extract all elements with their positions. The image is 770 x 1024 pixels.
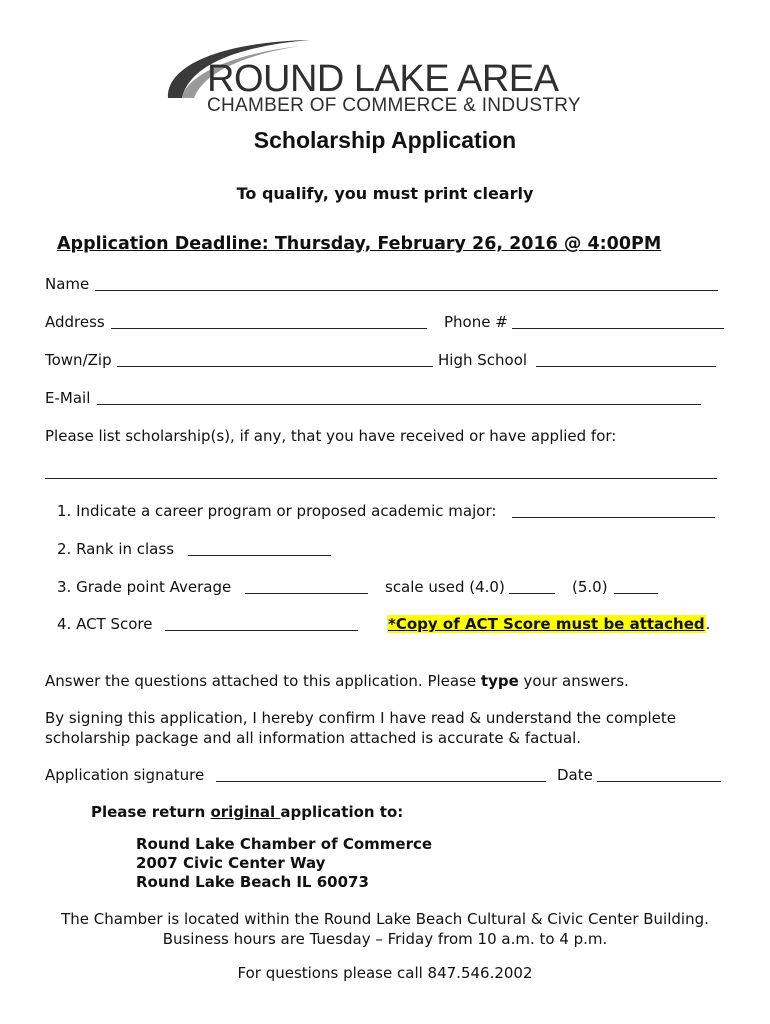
scholarships-prompt: Please list scholarship(s), if any, that you have received or have applied for: [45, 427, 617, 445]
scale-alt-label: (5.0) [572, 578, 608, 596]
return-address-line: Round Lake Chamber of Commerce [136, 835, 433, 853]
rank-field[interactable] [188, 555, 331, 556]
deadline: Application Deadline: Thursday, February 26, 2016 @ 4:00PM [57, 234, 662, 254]
rank-label: 2. Rank in class [57, 540, 175, 558]
date-field[interactable] [597, 781, 721, 782]
sign-statement-line1: By signing this application, I hereby confirm I have read & understand the complete [45, 709, 676, 727]
return-address-line: 2007 Civic Center Way [136, 854, 326, 872]
scale-5-field[interactable] [614, 593, 658, 594]
sign-statement-line2: scholarship package and all information attached is accurate & factual. [45, 729, 582, 747]
email-field[interactable] [97, 404, 701, 405]
hours-note: Business hours are Tuesday – Friday from 10 a.m. to 4 p.m. [162, 930, 608, 948]
town-zip-label: Town/Zip [45, 351, 112, 369]
address-field[interactable] [111, 328, 427, 329]
act-note [387, 615, 710, 633]
signature-label: Application signature [45, 766, 205, 784]
name-field[interactable] [95, 290, 718, 291]
email-label: E-Mail [45, 389, 91, 407]
signature-field[interactable] [216, 781, 546, 782]
act-field[interactable] [165, 630, 358, 631]
high-school-label: High School [438, 351, 528, 369]
return-post: application to: [280, 803, 404, 821]
return-underlined: original [210, 803, 281, 821]
phone-field[interactable] [512, 328, 724, 329]
name-label: Name [45, 275, 90, 293]
gpa-field[interactable] [245, 593, 368, 594]
high-school-field[interactable] [536, 366, 716, 367]
phone-label: Phone # [444, 313, 508, 331]
location-note: The Chamber is located within the Round Lake Beach Cultural & Civic Center Building. [61, 910, 709, 928]
answer-bold: type [480, 672, 519, 690]
act-note-period: . [705, 615, 711, 633]
town-zip-field[interactable] [117, 366, 433, 367]
answer-pre: Answer the questions attached to this application. Please [45, 672, 481, 690]
logo-title: ROUND LAKE AREA [207, 58, 559, 100]
date-label: Date [557, 766, 593, 784]
act-note-highlight: *Copy of ACT Score must be attached [388, 615, 705, 633]
contact-note: For questions please call 847.546.2002 [237, 964, 533, 982]
scale-label: scale used (4.0) [385, 578, 505, 596]
qualify-note: To qualify, you must print clearly [236, 184, 534, 203]
career-label: 1. Indicate a career program or proposed academic major: [57, 502, 497, 520]
logo-subtitle: CHAMBER OF COMMERCE & INDUSTRY [207, 95, 581, 116]
return-pre: Please return [91, 803, 211, 821]
answer-instruction [45, 672, 629, 690]
scale-4-field[interactable] [509, 593, 555, 594]
return-address-line: Round Lake Beach IL 60073 [136, 873, 369, 891]
scholarships-field[interactable] [45, 478, 717, 479]
gpa-label: 3. Grade point Average [57, 578, 232, 596]
address-label: Address [45, 313, 105, 331]
act-label: 4. ACT Score [57, 615, 153, 633]
answer-post: your answers. [518, 672, 629, 690]
return-instruction [91, 803, 403, 821]
career-field[interactable] [512, 517, 715, 518]
page-title: Scholarship Application [253, 127, 517, 153]
